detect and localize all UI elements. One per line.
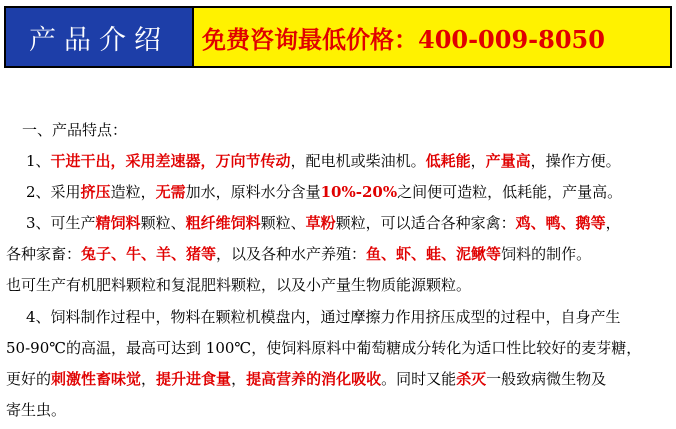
highlighted-text: 产量高 xyxy=(485,152,531,170)
body-text: 1、 xyxy=(26,152,51,170)
body-text: 寄生虫。 xyxy=(6,401,67,419)
feature-4-line-1 xyxy=(26,305,676,329)
highlighted-text: 提高营养的消化吸收 xyxy=(246,370,382,388)
body-text: 3、可生产 xyxy=(26,214,96,232)
feature-3-line-3 xyxy=(6,273,676,297)
highlighted-text: 粗纤维饲料 xyxy=(185,214,261,232)
feature-3-line-1 xyxy=(26,211,676,235)
body-text: 颗粒、 xyxy=(260,214,306,232)
body-text: 颗粒、 xyxy=(140,214,186,232)
feature-2 xyxy=(26,180,676,204)
highlighted-text: 鸡、鸭、鹅等 xyxy=(515,214,606,232)
body-text: 一般致病微生物及 xyxy=(486,370,607,388)
feature-1 xyxy=(26,149,676,173)
body-text: ，配电机或柴油机。 xyxy=(290,152,426,170)
header-banner xyxy=(4,6,672,68)
body-text: ， xyxy=(470,152,486,170)
body-text: 50-90℃的高温，最高可达到 100℃，使饲料原料中葡萄糖成分转化为适口性比较好的麦芽糖， xyxy=(6,339,642,357)
highlighted-text: 刺激性畜味觉 xyxy=(51,370,142,388)
body-text: 各种家畜： xyxy=(6,245,82,263)
body-text: ，操作方便。 xyxy=(530,152,621,170)
feature-4-line-2 xyxy=(6,336,676,360)
banner-promo-hotline: 免费咨询最低价格：400-009-8050 xyxy=(194,8,670,66)
body-text: 。同时又能 xyxy=(381,370,457,388)
feature-4-line-3 xyxy=(6,367,676,391)
highlighted-text: 兔子、牛、羊、猪等 xyxy=(81,245,217,263)
body-text: 4、饲料制作过程中，物料在颗粒机模盘内，通过摩擦力作用挤压成型的过程中，自身产生 xyxy=(26,308,621,326)
highlighted-text: 鱼、虾、蛙、泥鳅等 xyxy=(366,245,502,263)
body-text: ，以及各种水产养殖： xyxy=(216,245,367,263)
body-text: 也可生产有机肥料颗粒和复混肥料颗粒，以及小产量生物质能源颗粒。 xyxy=(6,276,472,294)
feature-4-line-4 xyxy=(6,398,676,422)
body-text: 饲料的制作。 xyxy=(501,245,592,263)
highlighted-text: 精饲料 xyxy=(95,214,141,232)
body-text: 颗粒，可以适合各种家禽： xyxy=(335,214,516,232)
section-heading: 一、产品特点： xyxy=(22,121,128,139)
body-text: 2、采用 xyxy=(26,183,81,201)
highlighted-text: 无需 xyxy=(155,183,186,201)
banner-title: 产品介绍 xyxy=(6,8,194,66)
body-text: ， xyxy=(231,370,247,388)
highlighted-text: 草粉 xyxy=(305,214,336,232)
highlighted-text: 干进干出，采用差速器，万向节传动 xyxy=(50,152,291,170)
highlighted-text: 10%-20% xyxy=(320,183,398,201)
highlighted-text: 挤压 xyxy=(80,183,111,201)
body-text: 之间便可造粒，低耗能，产量高。 xyxy=(397,183,623,201)
body-text: 加水，原料水分含量 xyxy=(185,183,321,201)
body-text: ， xyxy=(141,370,157,388)
body-text: ， xyxy=(605,214,621,232)
body-text: 造粒， xyxy=(110,183,156,201)
body-text: 更好的 xyxy=(6,370,52,388)
highlighted-text: 低耗能 xyxy=(425,152,471,170)
feature-3-line-2 xyxy=(6,242,676,266)
highlighted-text: 提升进食量 xyxy=(156,370,232,388)
highlighted-text: 杀灭 xyxy=(456,370,487,388)
